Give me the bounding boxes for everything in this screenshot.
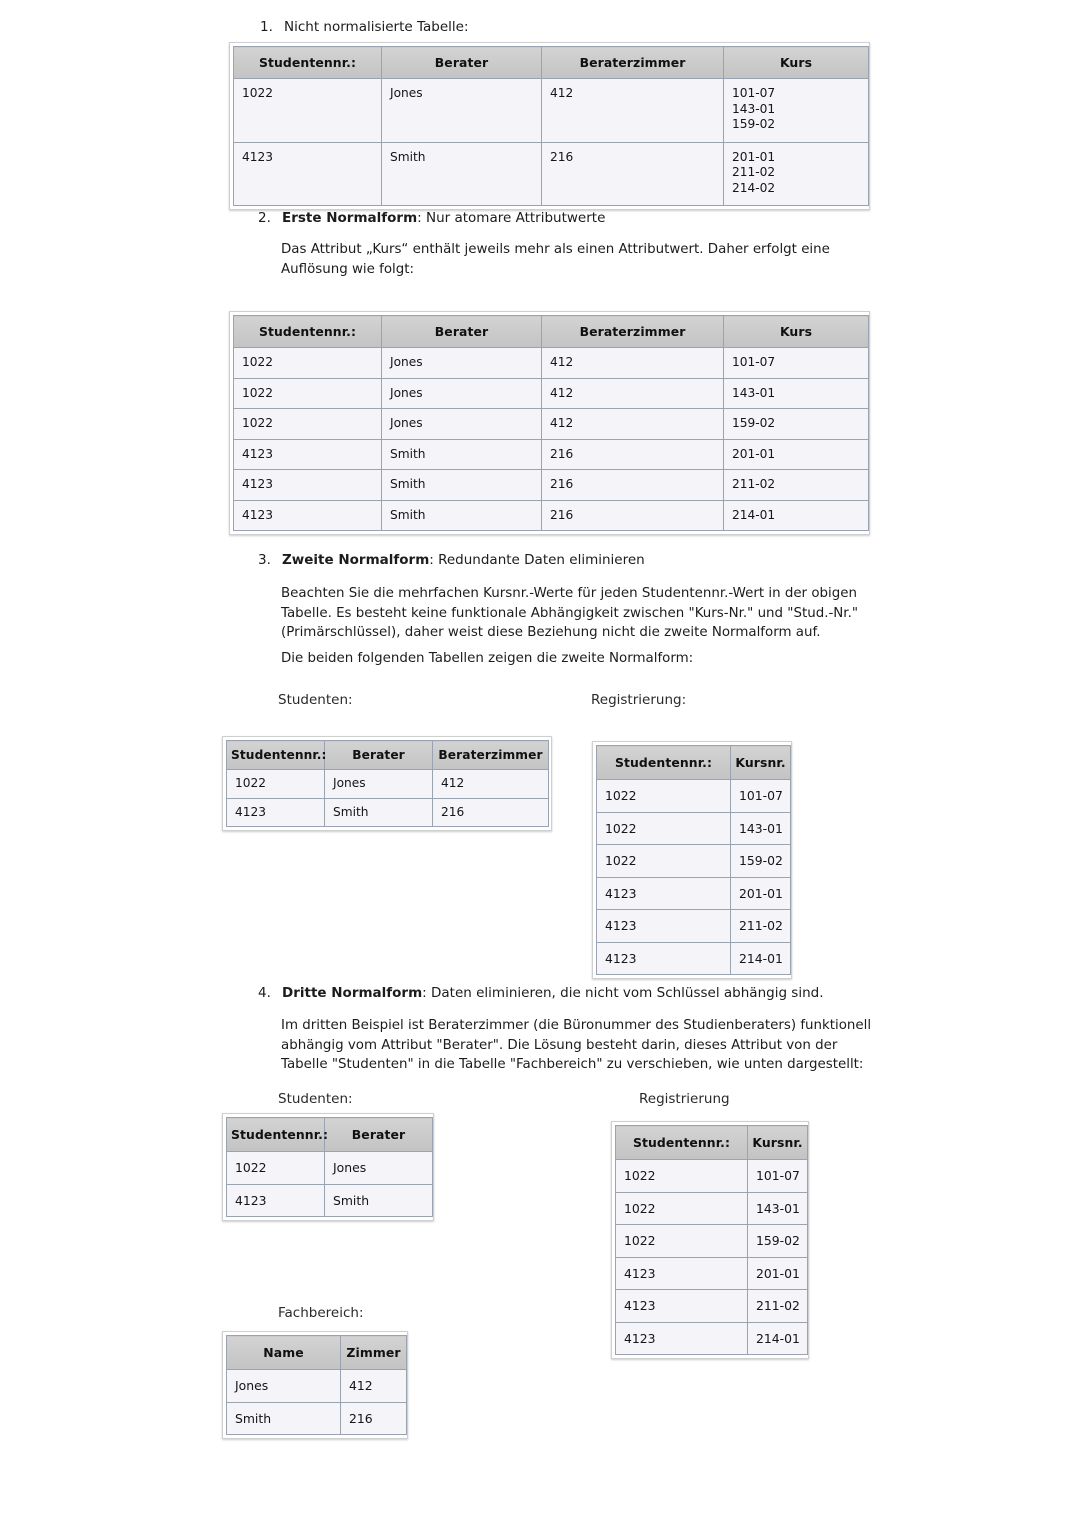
cell-kursnr: 214-01 bbox=[748, 1322, 808, 1355]
cell-studentennr: 4123 bbox=[597, 942, 731, 975]
cell-zimmer: 412 bbox=[341, 1370, 407, 1403]
cell-beraterzimmer: 216 bbox=[542, 470, 724, 501]
cell-kurs: 201-01 bbox=[724, 439, 869, 470]
table-row bbox=[234, 348, 869, 379]
cell-kursnr: 101-07 bbox=[748, 1160, 808, 1193]
list-item-2-heading-bold: Erste Normalform bbox=[282, 210, 418, 226]
list-item-2-heading-rest: : Nur atomare Attributwerte bbox=[417, 210, 606, 226]
cell-studentennr: 1022 bbox=[234, 348, 382, 379]
cell-kursnr: 214-01 bbox=[731, 942, 791, 975]
cell-studentennr: 4123 bbox=[597, 877, 731, 910]
table-row bbox=[234, 470, 869, 501]
table-header-row bbox=[227, 741, 549, 770]
list-item-4-heading-rest: : Daten eliminieren, die nicht vom Schlüssel abhängig sind. bbox=[422, 985, 824, 1001]
column-header-studentennr: Studentennr.: bbox=[597, 746, 731, 780]
list-item-1-text: Nicht normalisierte Tabelle: bbox=[284, 19, 469, 35]
column-header-berater: Berater bbox=[382, 316, 542, 348]
kurs-value: 159-02 bbox=[732, 117, 776, 131]
list-item-2-number: 2. bbox=[258, 210, 271, 226]
table-row bbox=[227, 1184, 433, 1217]
kurs-value: 101-07 bbox=[732, 86, 776, 100]
cell-kurs: 143-01 bbox=[724, 378, 869, 409]
table-row bbox=[616, 1225, 808, 1258]
column-header-studentennr: Studentennr.: bbox=[234, 316, 382, 348]
cell-kurs: 101-07 bbox=[724, 348, 869, 379]
list-item-3-number: 3. bbox=[258, 552, 271, 568]
cell-beraterzimmer: 216 bbox=[542, 142, 724, 206]
column-header-beraterzimmer: Beraterzimmer bbox=[433, 741, 549, 770]
cell-name: Jones bbox=[227, 1370, 341, 1403]
column-header-studentennr: Studentennr.: bbox=[616, 1126, 748, 1160]
table-header-row bbox=[227, 1118, 433, 1152]
table-row bbox=[597, 812, 791, 845]
cell-berater: Jones bbox=[325, 770, 433, 799]
cell-studentennr: 4123 bbox=[227, 798, 325, 827]
kurs-value: 201-01 bbox=[732, 149, 776, 164]
column-header-studentennr: Studentennr.: bbox=[227, 1118, 325, 1152]
table-row bbox=[616, 1322, 808, 1355]
column-header-berater: Berater bbox=[382, 47, 542, 79]
table-studenten-3nf-grid bbox=[226, 1117, 433, 1217]
cell-berater: Smith bbox=[382, 470, 542, 501]
cell-studentennr: 1022 bbox=[234, 409, 382, 440]
column-header-kursnr: Kursnr. bbox=[748, 1126, 808, 1160]
table-first-normal-form-grid bbox=[233, 315, 869, 531]
column-header-berater: Berater bbox=[325, 1118, 433, 1152]
column-header-name: Name bbox=[227, 1336, 341, 1370]
table-registrierung-2nf-grid bbox=[596, 745, 791, 975]
cell-beraterzimmer: 412 bbox=[542, 378, 724, 409]
cell-studentennr: 1022 bbox=[616, 1192, 748, 1225]
cell-studentennr: 4123 bbox=[616, 1290, 748, 1323]
cell-berater: Smith bbox=[325, 1184, 433, 1217]
table-row bbox=[234, 378, 869, 409]
table-unnormalized bbox=[229, 42, 870, 210]
table-row bbox=[597, 877, 791, 910]
paragraph-2nf-explanation: Beachten Sie die mehrfachen Kursnr.-Werte für jeden Studentennr.-Wert in der obigen Tabelle. Es besteht keine funktionale Abhängigkeit zwischen "Kurs-Nr." und "Stud.-Nr." (Primärschlüssel), daher weist diese Beziehung nicht die zweite Normalform auf. bbox=[281, 586, 858, 641]
table-row bbox=[597, 942, 791, 975]
table-registrierung-3nf bbox=[611, 1121, 809, 1359]
cell-kursnr: 159-02 bbox=[748, 1225, 808, 1258]
table-row bbox=[616, 1160, 808, 1193]
table-row bbox=[616, 1257, 808, 1290]
cell-kursnr: 159-02 bbox=[731, 845, 791, 878]
caption-registrierung-2nf: Registrierung: bbox=[591, 692, 687, 708]
table-row bbox=[597, 910, 791, 943]
cell-studentennr: 1022 bbox=[597, 780, 731, 813]
cell-studentennr: 4123 bbox=[616, 1322, 748, 1355]
cell-beraterzimmer: 216 bbox=[542, 500, 724, 531]
column-header-beraterzimmer: Beraterzimmer bbox=[542, 47, 724, 79]
cell-berater: Smith bbox=[382, 142, 542, 206]
table-header-row bbox=[234, 47, 869, 79]
paragraph-1nf: Das Attribut „Kurs“ enthält jeweils mehr als einen Attributwert. Daher erfolgt eine Auflösung wie folgt: bbox=[281, 242, 830, 277]
table-studenten-2nf-grid bbox=[226, 740, 549, 827]
cell-kursnr: 143-01 bbox=[731, 812, 791, 845]
list-item-3-heading-bold: Zweite Normalform bbox=[282, 552, 430, 568]
cell-berater: Jones bbox=[382, 348, 542, 379]
table-row bbox=[597, 780, 791, 813]
cell-berater: Jones bbox=[382, 409, 542, 440]
table-row bbox=[616, 1290, 808, 1323]
cell-studentennr: 1022 bbox=[234, 79, 382, 143]
kurs-value: 214-02 bbox=[732, 180, 776, 195]
column-header-kurs: Kurs bbox=[724, 47, 869, 79]
table-first-normal-form bbox=[229, 311, 870, 535]
table-row bbox=[227, 1402, 407, 1435]
cell-beraterzimmer: 412 bbox=[542, 348, 724, 379]
caption-registrierung-3nf: Registrierung bbox=[639, 1091, 730, 1107]
table-header-row bbox=[234, 316, 869, 348]
list-item-4-number: 4. bbox=[258, 985, 271, 1001]
cell-berater: Jones bbox=[325, 1152, 433, 1185]
cell-berater: Smith bbox=[325, 798, 433, 827]
table-row bbox=[227, 1152, 433, 1185]
table-row bbox=[227, 1370, 407, 1403]
cell-kursnr: 101-07 bbox=[731, 780, 791, 813]
paragraph-3nf-explanation: Im dritten Beispiel ist Beraterzimmer (die Büronummer des Studienberaters) funktionell abhängig vom Attribut "Berater". Die Lösung besteht darin, dieses Attribut von der Tabelle "Studenten" in die Tabelle "Fachbereich" zu verschieben, wie unten dargestellt: bbox=[281, 1018, 872, 1073]
table-header-row bbox=[597, 746, 791, 780]
cell-kurs: 211-02 bbox=[724, 470, 869, 501]
caption-fachbereich-3nf: Fachbereich: bbox=[278, 1305, 364, 1321]
table-header-row bbox=[616, 1126, 808, 1160]
cell-kursnr: 211-02 bbox=[748, 1290, 808, 1323]
cell-studentennr: 1022 bbox=[227, 770, 325, 799]
cell-name: Smith bbox=[227, 1402, 341, 1435]
cell-studentennr: 4123 bbox=[616, 1257, 748, 1290]
table-row bbox=[234, 142, 869, 206]
kurs-value: 143-01 bbox=[732, 101, 776, 116]
cell-beraterzimmer: 412 bbox=[433, 770, 549, 799]
column-header-studentennr: Studentennr.: bbox=[227, 741, 325, 770]
cell-beraterzimmer: 412 bbox=[542, 409, 724, 440]
cell-studentennr: 1022 bbox=[616, 1225, 748, 1258]
column-header-zimmer: Zimmer bbox=[341, 1336, 407, 1370]
column-header-studentennr: Studentennr.: bbox=[234, 47, 382, 79]
cell-studentennr: 1022 bbox=[616, 1160, 748, 1193]
list-item-3-heading-rest: : Redundante Daten eliminieren bbox=[429, 552, 645, 568]
column-header-beraterzimmer: Beraterzimmer bbox=[542, 316, 724, 348]
caption-studenten-2nf: Studenten: bbox=[278, 692, 353, 708]
cell-studentennr: 4123 bbox=[234, 470, 382, 501]
cell-berater: Smith bbox=[382, 439, 542, 470]
table-row bbox=[234, 500, 869, 531]
table-row bbox=[227, 770, 549, 799]
table-row bbox=[597, 845, 791, 878]
cell-studentennr: 4123 bbox=[234, 439, 382, 470]
table-fachbereich-3nf bbox=[222, 1331, 408, 1439]
cell-kursnr: 211-02 bbox=[731, 910, 791, 943]
table-registrierung-3nf-grid bbox=[615, 1125, 808, 1355]
cell-berater: Smith bbox=[382, 500, 542, 531]
cell-kurs: 214-01 bbox=[724, 500, 869, 531]
list-item-1-number: 1. bbox=[260, 19, 273, 35]
paragraph-2nf-intro: Die beiden folgenden Tabellen zeigen die zweite Normalform: bbox=[281, 651, 694, 666]
list-item-4-heading-bold: Dritte Normalform bbox=[282, 985, 423, 1001]
cell-kurs-multi bbox=[724, 142, 869, 206]
cell-zimmer: 216 bbox=[341, 1402, 407, 1435]
table-header-row bbox=[227, 1336, 407, 1370]
column-header-berater: Berater bbox=[325, 741, 433, 770]
table-studenten-3nf bbox=[222, 1113, 434, 1221]
table-row bbox=[227, 798, 549, 827]
table-registrierung-2nf bbox=[592, 741, 792, 979]
table-studenten-2nf bbox=[222, 736, 552, 831]
table-row bbox=[234, 79, 869, 143]
list-item-2 bbox=[258, 209, 878, 228]
cell-kursnr: 201-01 bbox=[748, 1257, 808, 1290]
cell-studentennr: 4123 bbox=[234, 142, 382, 206]
cell-beraterzimmer: 412 bbox=[542, 79, 724, 143]
table-row bbox=[616, 1192, 808, 1225]
table-row bbox=[234, 409, 869, 440]
list-item-3 bbox=[258, 551, 878, 570]
cell-kurs-multi bbox=[724, 79, 869, 143]
column-header-kurs: Kurs bbox=[724, 316, 869, 348]
cell-kurs: 159-02 bbox=[724, 409, 869, 440]
cell-studentennr: 1022 bbox=[234, 378, 382, 409]
kurs-value: 211-02 bbox=[732, 165, 776, 179]
list-item-4 bbox=[258, 984, 883, 1003]
cell-beraterzimmer: 216 bbox=[542, 439, 724, 470]
cell-studentennr: 4123 bbox=[234, 500, 382, 531]
column-header-kursnr: Kursnr. bbox=[731, 746, 791, 780]
cell-studentennr: 1022 bbox=[597, 812, 731, 845]
cell-kursnr: 143-01 bbox=[748, 1192, 808, 1225]
table-row bbox=[234, 439, 869, 470]
cell-kursnr: 201-01 bbox=[731, 877, 791, 910]
cell-berater: Jones bbox=[382, 378, 542, 409]
caption-studenten-3nf: Studenten: bbox=[278, 1091, 353, 1107]
cell-studentennr: 4123 bbox=[227, 1184, 325, 1217]
cell-berater: Jones bbox=[382, 79, 542, 143]
table-fachbereich-3nf-grid bbox=[226, 1335, 407, 1435]
table-unnormalized-grid bbox=[233, 46, 869, 206]
cell-studentennr: 4123 bbox=[597, 910, 731, 943]
cell-beraterzimmer: 216 bbox=[433, 798, 549, 827]
cell-studentennr: 1022 bbox=[597, 845, 731, 878]
cell-studentennr: 1022 bbox=[227, 1152, 325, 1185]
list-item-1 bbox=[260, 18, 880, 37]
